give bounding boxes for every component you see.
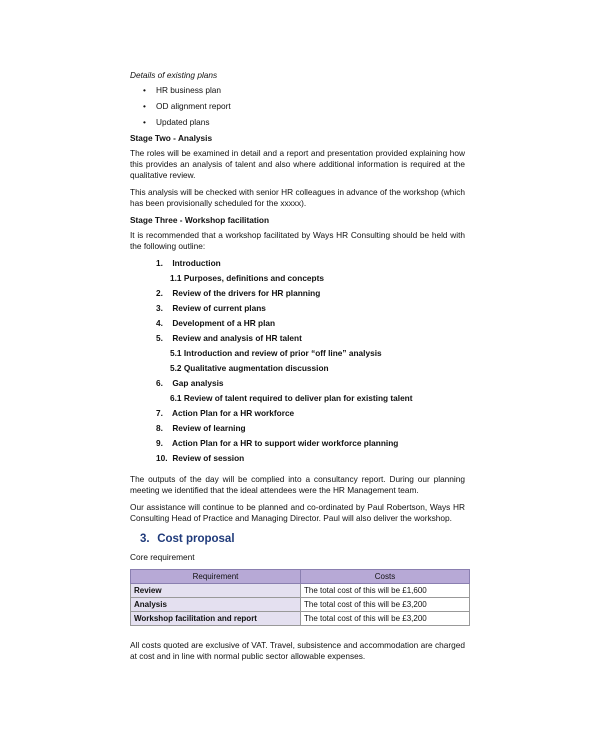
column-header-costs: Costs — [301, 570, 470, 584]
column-header-requirement: Requirement — [131, 570, 301, 584]
stage-two-paragraph-2: This analysis will be checked with senior HR colleagues in advance of the workshop (which has been provisionally scheduled for the xxxxx). — [130, 187, 465, 208]
outline-subitem: 1.1 Purposes, definitions and concepts — [170, 273, 324, 283]
requirement-cell: Workshop facilitation and report — [131, 612, 301, 626]
list-item: • Updated plans — [143, 117, 210, 127]
outline-item: 3. Review of current plans — [156, 303, 266, 313]
existing-plans-list — [130, 85, 465, 128]
outline-item: 6. Gap analysis — [156, 378, 224, 388]
outline-item: 1. Introduction — [156, 258, 221, 268]
outline-item: 4. Development of a HR plan — [156, 318, 276, 328]
stage-three-heading: Stage Three - Workshop facilitation — [130, 215, 270, 225]
requirement-cell: Analysis — [131, 598, 301, 612]
outline-item: 8. Review of learning — [156, 423, 246, 433]
table-header-row — [131, 570, 470, 584]
cost-proposal-heading: 3. Cost proposal — [140, 533, 235, 545]
table-row — [131, 598, 470, 612]
table-row — [131, 612, 470, 626]
cost-table-wrapper — [130, 569, 465, 626]
outline-item: 9. Action Plan for a HR to support wider workforce planning — [156, 438, 399, 448]
table-row — [131, 584, 470, 598]
existing-plans-intro: Details of existing plans — [130, 70, 218, 80]
list-item: • HR business plan — [143, 85, 222, 95]
workshop-outline — [130, 258, 465, 464]
stage-three-paragraph: It is recommended that a workshop facilitated by Ways HR Consulting should be held with the following outline: — [130, 230, 465, 251]
cost-cell: The total cost of this will be £3,200 — [301, 612, 470, 626]
outline-item: 7. Action Plan for a HR workforce — [156, 408, 295, 418]
cost-cell: The total cost of this will be £1,600 — [301, 584, 470, 598]
outline-subitem: 5.2 Qualitative augmentation discussion — [170, 363, 329, 373]
closing-paragraph-1: The outputs of the day will be complied into a consultancy report. During our planning meeting we identified that the ideal attendees were the HR Management team. — [130, 474, 465, 495]
outline-item: 10. Review of session — [156, 453, 245, 463]
outline-item: 2. Review of the drivers for HR planning — [156, 288, 321, 298]
cost-table — [130, 569, 470, 626]
bullet-icon: • — [143, 101, 146, 111]
core-requirement-label: Core requirement — [130, 552, 195, 562]
stage-two-heading: Stage Two - Analysis — [130, 133, 213, 143]
cost-note: All costs quoted are exclusive of VAT. Travel, subsistence and accommodation are charged at cost and in line with normal public sector allowable expenses. — [130, 640, 465, 661]
outline-item: 5. Review and analysis of HR talent — [156, 333, 302, 343]
bullet-icon: • — [143, 85, 146, 95]
stage-two-paragraph-1: The roles will be examined in detail and a report and presentation provided explaining how this provides an analysis of talent and also where additional information is required at the qualitative review. — [130, 148, 465, 180]
bullet-icon: • — [143, 117, 146, 127]
outline-subitem: 6.1 Review of talent required to deliver plan for existing talent — [170, 393, 413, 403]
closing-paragraph-2: Our assistance will continue to be planned and co-ordinated by Paul Robertson, Ways HR Consulting Head of Practice and Managing Director. Paul will also deliver the workshop. — [130, 502, 465, 523]
cost-cell: The total cost of this will be £3,200 — [301, 598, 470, 612]
requirement-cell: Review — [131, 584, 301, 598]
outline-subitem: 5.1 Introduction and review of prior “off line” analysis — [170, 348, 382, 358]
list-item: • OD alignment report — [143, 101, 231, 111]
document-content — [130, 70, 465, 668]
